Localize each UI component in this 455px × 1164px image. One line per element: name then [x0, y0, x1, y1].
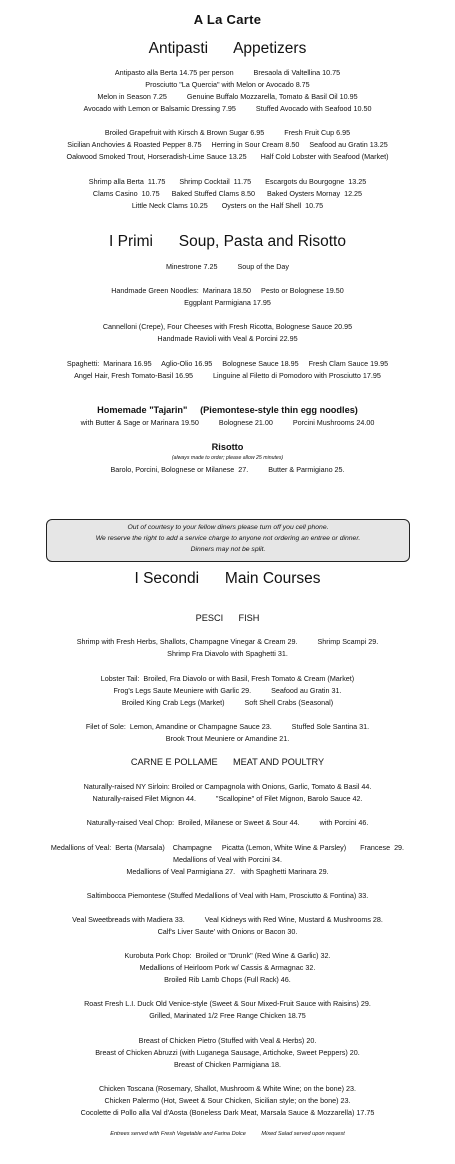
menu-line: Minestrone 7.25 Soup of the Day [165, 262, 290, 271]
notice-line: Out of courtesy to your fellow diners please turn off you cell phone. [127, 524, 329, 531]
menu-line: Naturally-raised NY Sirloin: Broiled or Campagnola with Onions, Garlic, Tomato & Basil 44. [83, 782, 372, 791]
pesce-heading: PESCI FISH [195, 613, 260, 623]
menu-line: Clams Casino 10.75 Baked Stuffed Clams 8.50 Baked Oysters Mornay 12.25 [92, 189, 363, 198]
risotto-note: (always made to order; please allow 25 minutes) [171, 455, 284, 461]
risotto-heading: Risotto [211, 442, 244, 452]
menu-line: Spaghetti: Marinara 16.95 Aglio-Olio 16.95 Bolognese Sauce 18.95 Fresh Clam Sauce 19.95 [66, 359, 389, 368]
carne-heading: CARNE E POLLAME MEAT AND POULTRY [130, 757, 325, 767]
menu-line: Shrimp with Fresh Herbs, Shallots, Champagne Vinegar & Cream 29. Shrimp Scampi 29. [76, 637, 379, 646]
menu-line: with Butter & Sage or Marinara 19.50 Bolognese 21.00 Porcini Mushrooms 24.00 [80, 418, 375, 427]
menu-line: Little Neck Clams 10.25 Oysters on the Half Shell 10.75 [131, 201, 324, 210]
menu-line: Antipasto alla Berta 14.75 per person Bresaola di Valtellina 10.75 [114, 68, 341, 77]
menu-line: Breast of Chicken Abruzzi (with Luganega Sausage, Artichoke, Sweet Peppers) 20. [95, 1048, 360, 1057]
menu-line: Shrimp alla Berta 11.75 Shrimp Cocktail 11.75 Escargots du Bourgogne 13.25 [88, 177, 367, 186]
menu-line: Lobster Tail: Broiled, Fra Diavolo or with Basil, Fresh Tomato & Cream (Market) [100, 674, 355, 683]
menu-line: Broiled Grapefruit with Kirsch & Brown Sugar 6.95 Fresh Fruit Cup 6.95 [104, 128, 351, 137]
menu-line: Roast Fresh L.I. Duck Old Venice-style (Sweet & Sour Mixed-Fruit Sauce with Raisins) 29. [84, 999, 371, 1008]
menu-line: Oakwood Smoked Trout, Horseradish-Lime Sauce 13.25 Half Cold Lobster with Seafood (Market) [66, 152, 389, 161]
antipasti-heading: Antipasti Appetizers [148, 40, 307, 57]
menu-line: Barolo, Porcini, Bolognese or Milanese 27. Butter & Parmigiano 25. [110, 465, 345, 474]
menu-line: Eggplant Parmigiana 17.95 [184, 298, 271, 307]
menu-line: Veal Sweetbreads with Madiera 33. Veal Kidneys with Red Wine, Mustard & Mushrooms 28. [72, 915, 383, 924]
menu-line: Breast of Chicken Parmigiana 18. [173, 1060, 282, 1069]
menu-line: Sicilian Anchovies & Roasted Pepper 8.75 Herring in Sour Cream 8.50 Seafood au Gratin 13.25 [67, 140, 388, 149]
menu-line: Saltimbocca Piemontese (Stuffed Medallions of Veal with Ham, Prosciutto & Fontina) 33. [86, 891, 369, 900]
menu-line: Cannelloni (Crepe), Four Cheeses with Fresh Ricotta, Bolognese Sauce 20.95 [102, 322, 353, 331]
menu-title: A La Carte [193, 12, 262, 27]
menu-line: Naturally-raised Veal Chop: Broiled, Milanese or Sweet & Sour 44. with Porcini 46. [86, 818, 369, 827]
tajarin-heading: Homemade "Tajarin" (Piemontese-style thin egg noodles) [97, 405, 358, 415]
menu-line: Naturally-raised Filet Mignon 44. "Scallopine" of Filet Mignon, Barolo Sauce 42. [92, 794, 363, 803]
menu-line: Calf's Liver Saute' with Onions or Bacon 30. [157, 927, 298, 936]
menu-line: Medallions of Veal with Porcini 34. [172, 855, 283, 864]
menu-line: Broiled Rib Lamb Chops (Full Rack) 46. [164, 975, 291, 984]
menu-line: Medallions of Veal: Berta (Marsala) Champagne Picatta (Lemon, White Wine & Parsley) Francese 29. [50, 843, 405, 852]
menu-line: Melon in Season 7.25 Genuine Buffalo Mozzarella, Tomato & Basil Oil 10.95 [97, 92, 358, 101]
menu-line: Medallions of Veal Parmigiana 27. with Spaghetti Marinara 29. [126, 867, 329, 876]
menu-line: Chicken Palermo (Hot, Sweet & Sour Chicken, Sicilian style; on the bone) 23. [104, 1096, 351, 1105]
courtesy-notice [46, 519, 410, 562]
menu-line: Filet of Sole: Lemon, Amandine or Champagne Sauce 23. Stuffed Sole Santina 31. [85, 722, 370, 731]
menu-line: Breast of Chicken Pietro (Stuffed with Veal & Herbs) 20. [138, 1036, 317, 1045]
menu-line: Kurobuta Pork Chop: Broiled or "Drunk" (Red Wine & Garlic) 32. [124, 951, 331, 960]
menu-line: Handmade Ravioli with Veal & Porcini 22.95 [157, 334, 298, 343]
menu-line: Frog's Legs Saute Meuniere with Garlic 29. Seafood au Gratin 31. [113, 686, 342, 695]
menu-line: Cocolette di Pollo alla Val d'Aosta (Boneless Dark Meat, Marsala Sauce & Mozzarella) 17.75 [80, 1108, 375, 1117]
primi-heading: I Primi Soup, Pasta and Risotto [109, 233, 346, 250]
menu-line: Brook Trout Meuniere or Amandine 21. [165, 734, 290, 743]
menu-line: Handmade Green Noodles: Marinara 18.50 Pesto or Bolognese 19.50 [111, 286, 344, 295]
menu-line: Medallions of Heirloom Pork w/ Cassis & Armagnac 32. [139, 963, 316, 972]
footer-note: Entrees served with Fresh Vegetable and Farina Dolce Mixed Salad served upon request [110, 1131, 345, 1137]
menu-line: Shrimp Fra Diavolo with Spaghetti 31. [167, 649, 288, 658]
menu-line: Avocado with Lemon or Balsamic Dressing 7.95 Stuffed Avocado with Seafood 10.50 [83, 104, 372, 113]
notice-line: Dinners may not be split. [190, 546, 266, 553]
secondi-heading: I Secondi Main Courses [134, 570, 321, 587]
menu-line: Broiled King Crab Legs (Market) Soft Shell Crabs (Seasonal) [121, 698, 334, 707]
menu-line: Chicken Toscana (Rosemary, Shallot, Mushroom & White Wine; on the bone) 23. [98, 1084, 356, 1093]
menu-line: Grilled, Marinated 1/2 Free Range Chicken 18.75 [149, 1011, 306, 1020]
menu-line: Angel Hair, Fresh Tomato-Basil 16.95 Linguine al Filetto di Pomodoro with Prosciutto 17.95 [74, 371, 381, 380]
menu-line: Prosciutto "La Quercia" with Melon or Avocado 8.75 [145, 80, 310, 89]
notice-line: We reserve the right to add a service charge to anyone not ordering an entree or dinner. [95, 535, 361, 542]
